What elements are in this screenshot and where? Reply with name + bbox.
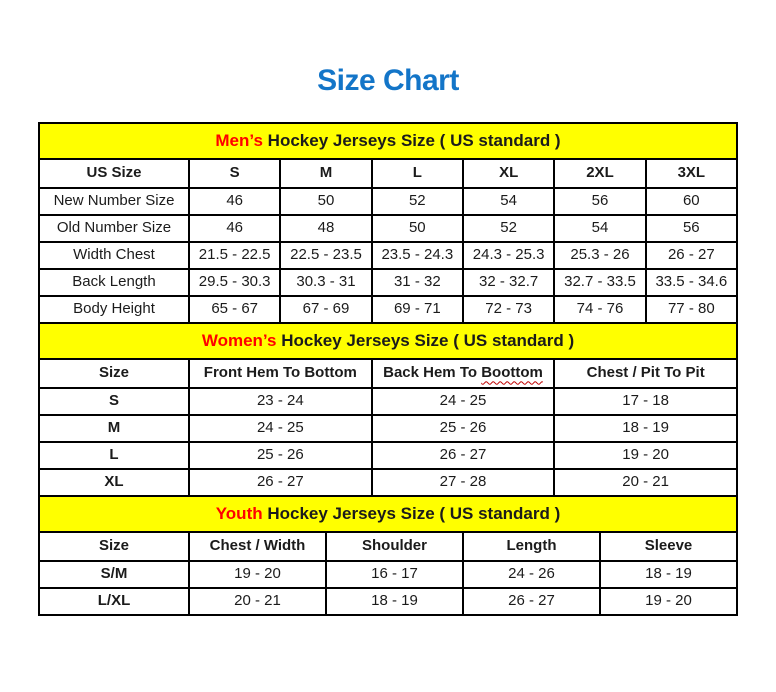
size-cell: 24 - 26: [463, 561, 600, 588]
column-header: S: [189, 159, 280, 188]
column-header: Front Hem To Bottom: [189, 359, 372, 388]
row-label: S/M: [39, 561, 189, 588]
column-header: XL: [463, 159, 554, 188]
womens-section-band: [39, 323, 737, 359]
size-cell: 19 - 20: [189, 561, 326, 588]
size-cell: 18 - 19: [600, 561, 737, 588]
mens-section-band: [39, 123, 737, 159]
size-cell: 69 - 71: [372, 296, 463, 323]
table-row: [39, 588, 737, 615]
size-cell: 25 - 26: [372, 415, 555, 442]
column-header: Size: [39, 532, 189, 561]
table-row: [39, 388, 737, 415]
size-cell: 23.5 - 24.3: [372, 242, 463, 269]
size-cell: 31 - 32: [372, 269, 463, 296]
size-cell: 72 - 73: [463, 296, 554, 323]
size-cell: 20 - 21: [189, 588, 326, 615]
size-cell: 60: [646, 188, 737, 215]
size-cell: 21.5 - 22.5: [189, 242, 280, 269]
table-row: [39, 215, 737, 242]
size-cell: 77 - 80: [646, 296, 737, 323]
youth-size-table: [38, 495, 738, 616]
mens-size-table: [38, 122, 738, 324]
mens-header-text: Hockey Jerseys Size ( US standard ): [267, 130, 561, 150]
size-cell: 32.7 - 33.5: [554, 269, 645, 296]
womens-header-accent: Women’s: [201, 330, 277, 350]
size-cell: 17 - 18: [554, 388, 737, 415]
size-cell: 26 - 27: [372, 442, 555, 469]
size-chart: [38, 122, 738, 616]
row-label: Width Chest: [39, 242, 189, 269]
size-cell: 20 - 21: [554, 469, 737, 496]
youth-section-header: [39, 496, 737, 532]
column-header-prefix: Back Hem To: [383, 364, 478, 382]
column-header: Chest / Width: [189, 532, 326, 561]
column-header: Sleeve: [600, 532, 737, 561]
row-label: Back Length: [39, 269, 189, 296]
column-header: US Size: [39, 159, 189, 188]
size-cell: 26 - 27: [463, 588, 600, 615]
table-row: [39, 242, 737, 269]
size-cell: 24 - 25: [372, 388, 555, 415]
size-cell: 50: [280, 188, 371, 215]
size-cell: 26 - 27: [189, 469, 372, 496]
youth-header-row: [39, 532, 737, 561]
table-row: [39, 188, 737, 215]
column-header: [372, 359, 555, 388]
size-cell: 54: [463, 188, 554, 215]
table-row: [39, 469, 737, 496]
column-header: 2XL: [554, 159, 645, 188]
table-row: [39, 415, 737, 442]
youth-header-accent: Youth: [215, 503, 263, 523]
row-label: L/XL: [39, 588, 189, 615]
size-cell: 74 - 76: [554, 296, 645, 323]
size-cell: 50: [372, 215, 463, 242]
mens-header-row: [39, 159, 737, 188]
column-header: 3XL: [646, 159, 737, 188]
size-cell: 52: [372, 188, 463, 215]
table-row: [39, 269, 737, 296]
size-cell: 19 - 20: [600, 588, 737, 615]
size-cell: 65 - 67: [189, 296, 280, 323]
size-cell: 46: [189, 188, 280, 215]
column-header: Shoulder: [326, 532, 463, 561]
size-cell: 18 - 19: [554, 415, 737, 442]
size-cell: 22.5 - 23.5: [280, 242, 371, 269]
size-cell: 52: [463, 215, 554, 242]
size-cell: 56: [646, 215, 737, 242]
size-cell: 32 - 32.7: [463, 269, 554, 296]
mens-header-accent: Men’s: [215, 130, 263, 150]
womens-section-header: [39, 323, 737, 359]
size-cell: 27 - 28: [372, 469, 555, 496]
table-row: [39, 296, 737, 323]
mens-section-header: [39, 123, 737, 159]
size-cell: 24 - 25: [189, 415, 372, 442]
row-label: L: [39, 442, 189, 469]
column-header: M: [280, 159, 371, 188]
row-label: Old Number Size: [39, 215, 189, 242]
womens-header-text: Hockey Jerseys Size ( US standard ): [281, 330, 575, 350]
size-cell: 26 - 27: [646, 242, 737, 269]
table-row: [39, 442, 737, 469]
size-cell: 46: [189, 215, 280, 242]
womens-size-table: [38, 322, 738, 497]
table-row: [39, 561, 737, 588]
row-label: S: [39, 388, 189, 415]
column-header: Chest / Pit To Pit: [554, 359, 737, 388]
row-label: M: [39, 415, 189, 442]
size-cell: 25 - 26: [189, 442, 372, 469]
size-cell: 33.5 - 34.6: [646, 269, 737, 296]
row-label: Body Height: [39, 296, 189, 323]
size-cell: 19 - 20: [554, 442, 737, 469]
column-header: Length: [463, 532, 600, 561]
womens-header-row: [39, 359, 737, 388]
size-cell: 24.3 - 25.3: [463, 242, 554, 269]
size-cell: 18 - 19: [326, 588, 463, 615]
youth-header-text: Hockey Jerseys Size ( US standard ): [267, 503, 561, 523]
size-cell: 30.3 - 31: [280, 269, 371, 296]
column-header: Size: [39, 359, 189, 388]
size-cell: 16 - 17: [326, 561, 463, 588]
row-label: New Number Size: [39, 188, 189, 215]
row-label: XL: [39, 469, 189, 496]
size-cell: 23 - 24: [189, 388, 372, 415]
size-cell: 29.5 - 30.3: [189, 269, 280, 296]
size-cell: 56: [554, 188, 645, 215]
size-cell: 25.3 - 26: [554, 242, 645, 269]
misspelled-word: Boottom: [481, 364, 543, 382]
size-cell: 54: [554, 215, 645, 242]
column-header: L: [372, 159, 463, 188]
page-title: Size Chart: [317, 64, 459, 97]
size-cell: 48: [280, 215, 371, 242]
youth-section-band: [39, 496, 737, 532]
size-cell: 67 - 69: [280, 296, 371, 323]
